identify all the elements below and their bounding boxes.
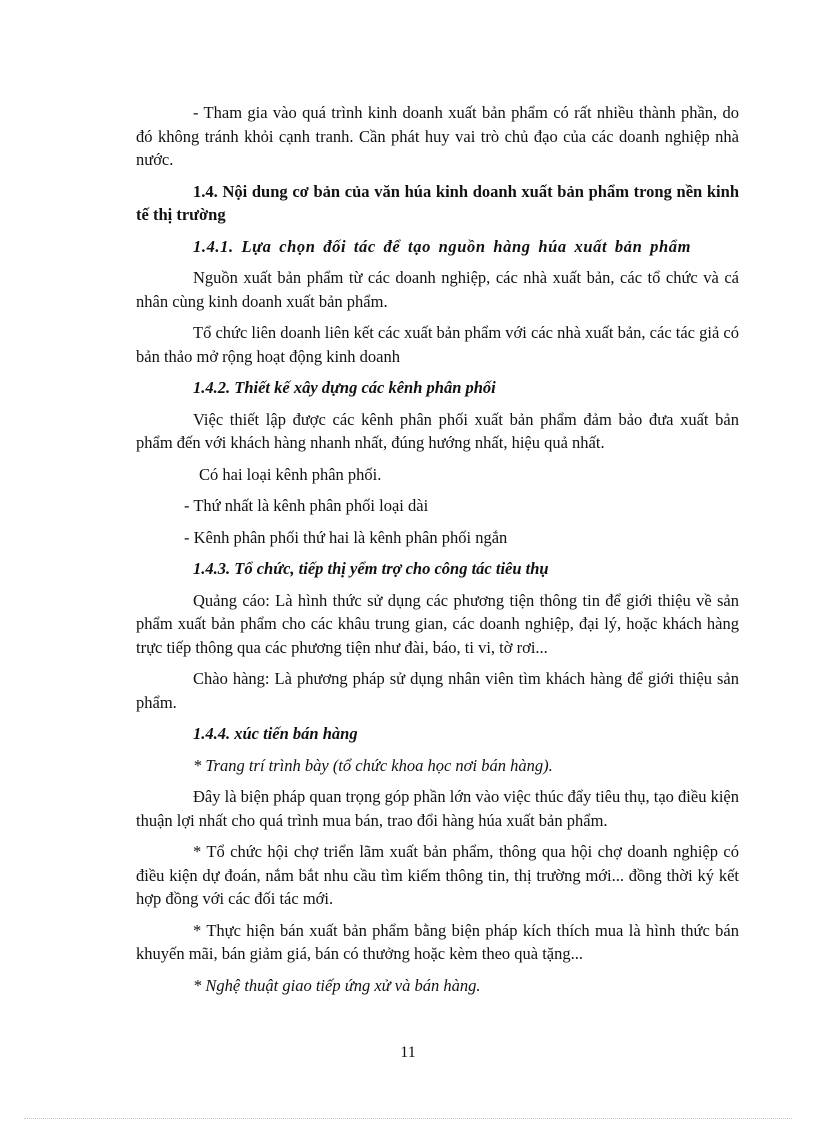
bullet-store-decoration: * Trang trí trình bày (tổ chức khoa học nơi bán hàng). (193, 755, 553, 775)
paragraph-advertising: Quảng cáo: Là hình thức sử dụng các phương tiện thông tin để giới thiệu về sản phẩm xuất bản phẩm cho các khâu trung gian, các doanh nghiệp, đại lý, hoặc khách hàng trực tiếp thông qua các phương tiện như đài, báo, ti vi, tờ rơi... (136, 590, 739, 657)
subsection-heading-1-4-4: 1.4.4. xúc tiến bán hàng (193, 724, 358, 743)
section-heading-1-4: 1.4. Nội dung cơ bản của văn húa kinh doanh xuất bản phẩm trong nền kinh tế thị trường (136, 181, 739, 224)
paragraph-channels: Việc thiết lập được các kênh phân phối xuất bản phẩm đảm bảo đưa xuất bản phẩm đến với khách hàng nhanh nhất, đúng hướng nhất, hiệu quả nhất. (136, 409, 739, 452)
document-body (136, 101, 739, 1005)
paragraph-important-measure: Đây là biện pháp quan trọng góp phần lớn vào việc thúc đẩy tiêu thụ, tạo điều kiện thuận lợi nhất cho quá trình mua bán, trao đổi hàng húa xuất bản phẩm. (136, 787, 739, 830)
subsection-heading-1-4-3: 1.4.3. Tổ chức, tiếp thị yểm trợ cho công tác tiêu thụ (193, 559, 549, 578)
page-bottom-divider (24, 1118, 792, 1119)
page-number: 11 (400, 1044, 416, 1061)
subsection-heading-1-4-1: 1.4.1. Lựa chọn đối tác để tạo nguồn hàng húa xuất bản phẩm (193, 236, 691, 256)
paragraph-sources: Nguồn xuất bản phẩm từ các doanh nghiệp, các nhà xuất bản, các tổ chức và cá nhân cùng kinh doanh xuất bản phẩm. (136, 268, 739, 311)
paragraph-sales-stimulation: * Thực hiện bán xuất bản phẩm bằng biện pháp kích thích mua là hình thức bán khuyến mãi, bán giảm giá, bán có thưởng hoặc kèm theo quà tặng... (136, 920, 739, 963)
subsection-heading-1-4-2: 1.4.2. Thiết kế xây dựng các kênh phân phối (193, 378, 496, 397)
paragraph-joint-venture: Tổ chức liên doanh liên kết các xuất bản phẩm với các nhà xuất bản, các tác giả có bản thảo mở rộng hoạt động kinh doanh (136, 323, 739, 366)
paragraph-participants: - Tham gia vào quá trình kinh doanh xuất bản phẩm có rất nhiều thành phần, do đó không tránh khỏi cạnh tranh. Cần phát huy vai trò chủ đạo của các doanh nghiệp nhà nước. (136, 103, 739, 169)
list-item-short-channel: - Kênh phân phối thứ hai là kênh phân phối ngắn (184, 527, 508, 547)
paragraph-two-channel-types: Có hai loại kênh phân phối. (199, 464, 382, 484)
paragraph-book-fair: * Tổ chức hội chợ triển lãm xuất bản phẩm, thông qua hội chợ doanh nghiệp có điều kiện dự đoán, nắm bắt nhu cầu tìm kiếm thông tin, thị trường mới... đồng thời ký kết hợp đồng với các đối tác mới. (136, 842, 739, 908)
bullet-communication-art: * Nghệ thuật giao tiếp ứng xử và bán hàng. (193, 975, 481, 995)
paragraph-offering: Chào hàng: Là phương pháp sử dụng nhân viên tìm khách hàng để giới thiệu sản phẩm. (136, 669, 739, 712)
list-item-long-channel: - Thứ nhất là kênh phân phối loại dài (184, 496, 429, 515)
